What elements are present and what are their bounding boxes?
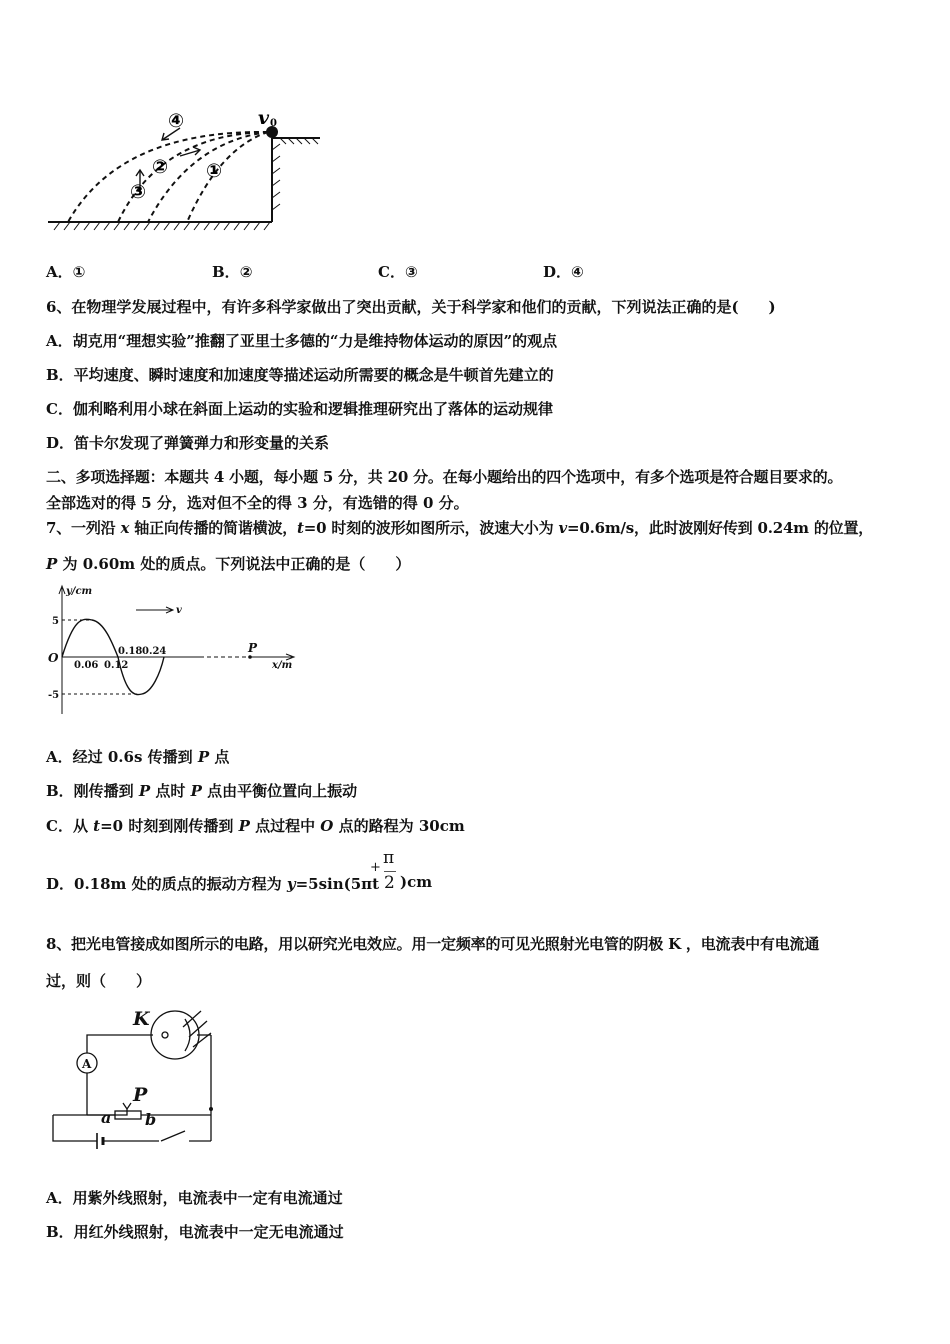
q8-stem-line1: 8、把光电管接成如图所示的电路，用以研究光电效应。用一定频率的可见光照射光电管的阴极 K ，电流表中有电流通 — [46, 935, 820, 953]
graph-xtick-012: 0.12 — [104, 660, 129, 671]
q7-option-a[interactable]: A．经过 0.6s 传播到 P 点 — [46, 748, 230, 766]
circuit-p-label: P — [133, 1084, 148, 1106]
q6-option-c[interactable]: C．伽利略利用小球在斜面上运动的实验和逻辑推理研究出了落体的运动规律 — [46, 400, 553, 418]
section2-heading-line2: 全部选对的得 5 分，选对但不全的得 3 分，有选错的得 0 分。 — [46, 494, 469, 512]
graph-origin: O — [48, 651, 59, 665]
q5-option-d[interactable]: D．④ — [543, 263, 584, 281]
ammeter-label: A — [82, 1057, 92, 1071]
q5-option-c[interactable]: C．③ — [378, 263, 418, 281]
circuit-a-label: a — [101, 1108, 112, 1127]
v0-subscript: 0 — [270, 118, 277, 129]
fraction-bar — [384, 871, 396, 872]
circuit-b-label: b — [145, 1110, 157, 1129]
graph-xtick-024: 0.24 — [142, 646, 167, 657]
graph-xtick-006: 0.06 — [74, 660, 99, 671]
q7-option-b[interactable]: B．刚传播到 P 点时 P 点由平衡位置向上振动 — [46, 782, 358, 800]
q7-option-d-end: )cm — [400, 873, 433, 891]
path-label-3: ③ — [130, 181, 147, 203]
graph-yneg5: -5 — [48, 690, 60, 701]
fraction-plus: + — [370, 860, 381, 875]
graph-ylabel: y/cm — [66, 586, 93, 597]
circuit-k-label: K — [133, 1008, 150, 1030]
q6-option-b[interactable]: B．平均速度、瞬时速度和加速度等描述运动所需要的概念是牛顿首先建立的 — [46, 366, 554, 384]
v0-label: v — [258, 107, 270, 129]
q7-option-c[interactable]: C．从 t=0 时刻到刚传播到 P 点过程中 O 点的路程为 30cm — [46, 817, 465, 835]
path-label-4: ④ — [168, 110, 185, 132]
q8-option-b[interactable]: B．用红外线照射，电流表中一定无电流通过 — [46, 1223, 344, 1241]
path-label-1: ① — [206, 160, 223, 182]
q7-stem-line1: 7、一列沿 x 轴正向传播的简谐横波，t=0 时刻的波形如图所示，波速大小为 v=0.6m/s，此时波刚好传到 0.24m 的位置， — [46, 519, 874, 537]
q5-option-a[interactable]: A．① — [46, 263, 86, 281]
fraction-denominator: 2 — [384, 873, 395, 893]
section2-heading-line1: 二、多项选择题：本题共 4 小题，每小题 5 分，共 20 分。在每小题给出的四个选项中，有多个选项是符合题目要求的。 — [46, 468, 843, 486]
q7-stem-line2: P 为 0.60m 处的质点。下列说法中正确的是（ ） — [46, 555, 411, 573]
q5-option-b[interactable]: B．② — [212, 263, 253, 281]
wave-graph — [40, 582, 300, 717]
q8-stem-line2: 过，则（ ） — [46, 972, 152, 990]
graph-v-label: v — [176, 605, 182, 616]
photoelectric-circuit — [45, 1005, 230, 1160]
q6-stem: 6、在物理学发展过程中，有许多科学家做出了突出贡献，关于科学家和他们的贡献，下列说法正确的是( ) — [46, 298, 776, 316]
graph-y5: 5 — [52, 616, 59, 627]
projectile-figure — [40, 100, 330, 235]
graph-p-label: P — [248, 641, 258, 655]
fraction-numerator: π — [383, 848, 395, 868]
path-label-2: ② — [152, 156, 169, 178]
q6-option-a[interactable]: A．胡克用“理想实验”推翻了亚里士多德的“力是维持物体运动的原因”的观点 — [46, 332, 558, 350]
q8-option-a[interactable]: A．用紫外线照射，电流表中一定有电流通过 — [46, 1189, 343, 1207]
q7-option-d[interactable]: D．0.18m 处的质点的振动方程为 y=5sin(5πt — [46, 875, 380, 893]
graph-xtick-018: 0.18 — [118, 646, 143, 657]
q6-option-d[interactable]: D．笛卡尔发现了弹簧弹力和形变量的关系 — [46, 434, 330, 452]
graph-xlabel: x/m — [272, 660, 293, 671]
